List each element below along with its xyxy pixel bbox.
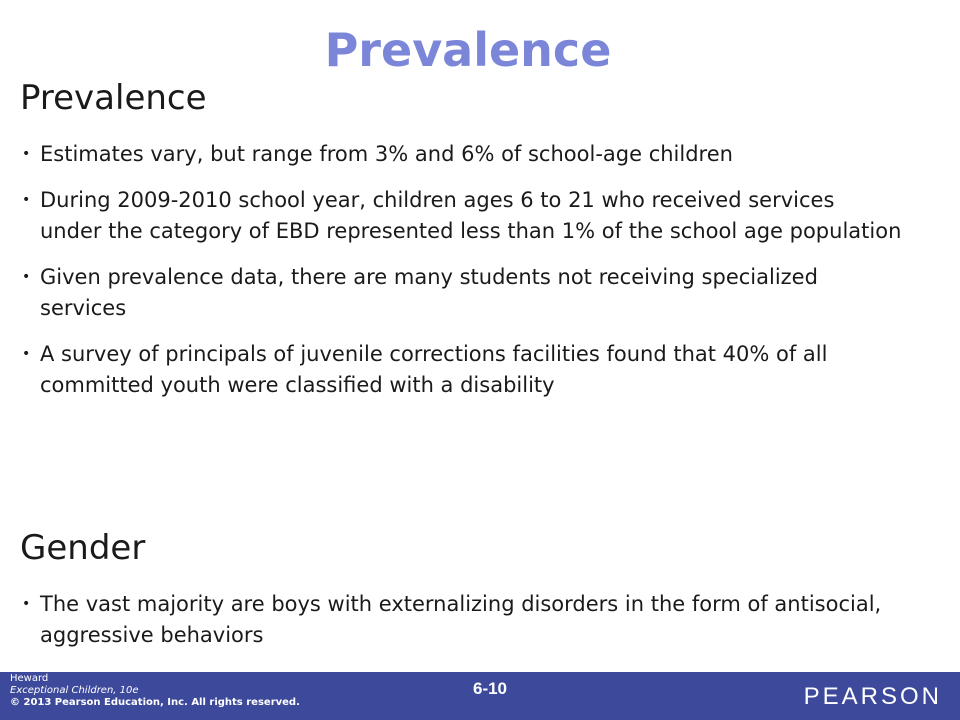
footer-bar [0, 672, 960, 720]
page-number: 6-10 [472, 679, 508, 698]
footer-author: Heward [10, 673, 49, 684]
pearson-logo: PEARSON [803, 683, 942, 710]
section-heading-gender: Gender [20, 528, 146, 568]
bullet-item [22, 262, 902, 324]
bullet-dot-icon: • [22, 269, 31, 285]
prevalence-bullet-list [22, 139, 902, 416]
bullet-dot-icon: • [22, 146, 31, 162]
section-heading-prevalence: Prevalence [20, 78, 207, 118]
bullet-text: A survey of principals of juvenile corrections facilities found that 40% of all committed youth were classified with a disability [40, 342, 828, 397]
bullet-dot-icon: • [22, 192, 31, 208]
bullet-item [22, 589, 902, 651]
footer-copyright: © 2013 Pearson Education, Inc. All rights reserved. [10, 697, 300, 708]
gender-bullet-list [22, 589, 902, 666]
bullet-text: Given prevalence data, there are many students not receiving specialized services [40, 265, 818, 320]
bullet-item [22, 139, 902, 170]
bullet-item [22, 185, 902, 247]
bullet-dot-icon: • [22, 346, 31, 362]
bullet-item [22, 339, 902, 401]
bullet-text: The vast majority are boys with externalizing disorders in the form of antisocial, aggressive behaviors [40, 592, 882, 647]
bullet-text: During 2009-2010 school year, children ages 6 to 21 who received services under the category of EBD represented less than 1% of the school age population [40, 188, 902, 243]
bullet-text: Estimates vary, but range from 3% and 6% of school-age children [40, 142, 733, 166]
footer-citation [10, 673, 300, 709]
bullet-dot-icon: • [22, 596, 31, 612]
footer-book-title: Exceptional Children, 10e [10, 685, 139, 696]
slide-title: Prevalence [324, 23, 612, 77]
